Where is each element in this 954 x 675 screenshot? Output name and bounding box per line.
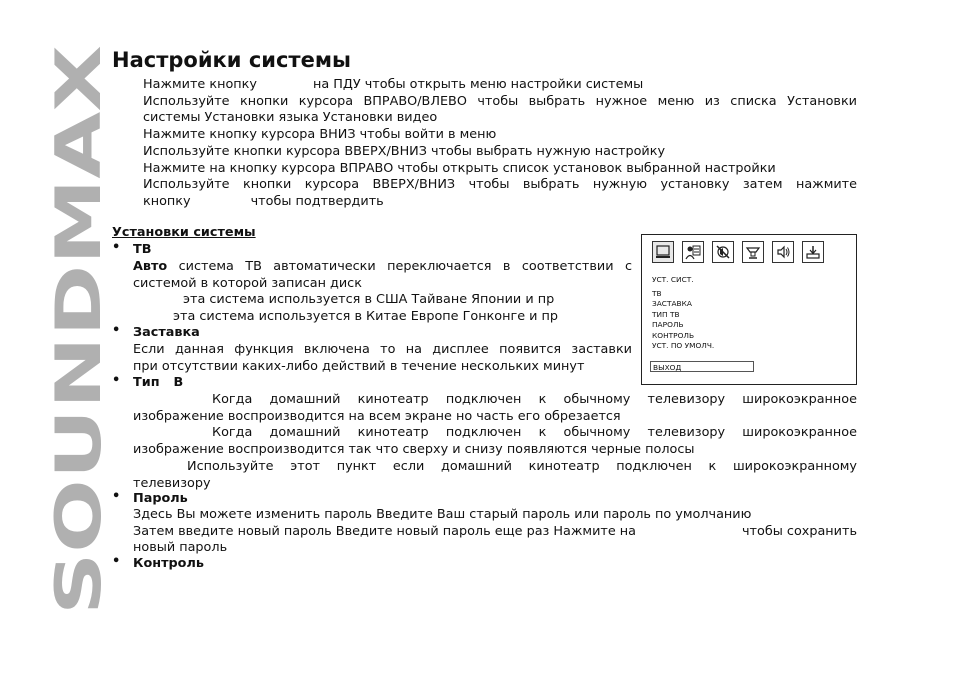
tv-type-line-3: Когда домашний кинотеатр подключен к обычному телевизору широкоэкранное bbox=[212, 425, 857, 441]
intro-line-8: кнопку чтобы подтвердить bbox=[143, 193, 384, 209]
osd-menu-item-tv: ТВ bbox=[652, 288, 662, 298]
intro-line-2: Используйте кнопки курсора ВПРАВО/ВЛЕВО чтобы выбрать нужное меню из списка Установки bbox=[143, 93, 857, 109]
page-title: Настройки системы bbox=[112, 48, 351, 72]
password-line-3: новый пароль bbox=[133, 540, 228, 556]
osd-exit-item: ВЫХОД bbox=[650, 361, 754, 372]
tv-auto-line: Авто система ТВ автоматически переключается в соответствии с bbox=[133, 259, 632, 274]
control-heading: Контроль bbox=[133, 556, 204, 571]
password-line-1: Здесь Вы можете изменить пароль Введите Ваш старый пароль или пароль по умолчанию bbox=[133, 507, 752, 522]
bullet-dot: • bbox=[112, 489, 121, 504]
tv-type-line-5: Используйте этот пункт если домашний кинотеатр подключен к широкоэкранному bbox=[187, 458, 857, 474]
intro-line-4: Нажмите кнопку курсора ВНИЗ чтобы войти в меню bbox=[143, 127, 497, 143]
osd-menu-item-defaults: УСТ. ПО УМОЛЧ. bbox=[652, 341, 715, 350]
intro-line-6: Нажмите на кнопку курсора ВПРАВО чтобы открыть список установок выбранной настройки bbox=[143, 160, 776, 176]
intro-line-7: Используйте кнопки курсора ВВЕРХ/ВНИЗ чтобы выбрать нужную установку затем нажмите bbox=[143, 177, 857, 193]
video-icon bbox=[742, 241, 764, 263]
speaker-icon bbox=[772, 241, 794, 263]
screensaver-line-2: при отсутствии каких-либо действий в течение нескольких минут bbox=[133, 358, 585, 374]
download-icon bbox=[802, 241, 824, 263]
tv-auto-line-2: системой в которой записан диск bbox=[133, 275, 362, 291]
osd-menu-item-password: ПАРОЛЬ bbox=[652, 320, 684, 329]
monitor-icon bbox=[652, 241, 674, 263]
osd-menu-list bbox=[652, 275, 714, 352]
screensaver-line-1: Если данная функция включена то на дисплее появится заставки bbox=[133, 342, 632, 357]
intro-line-5: Используйте кнопки курсора ВВЕРХ/ВНИЗ чтобы выбрать нужную настройку bbox=[143, 143, 666, 159]
screensaver-heading: Заставка bbox=[133, 325, 200, 340]
language-icon bbox=[682, 241, 704, 263]
osd-menu-item-tv-type: ТИП ТВ bbox=[652, 309, 680, 319]
osd-menu-screenshot bbox=[641, 234, 857, 385]
intro-line-1: Нажмите кнопку на ПДУ чтобы открыть меню настройки системы bbox=[143, 77, 644, 92]
section-title: Установки системы bbox=[112, 225, 256, 240]
bullet-dot: • bbox=[112, 323, 121, 338]
password-line-2: Затем введите новый пароль Введите новый пароль еще раз Нажмите на чтобы сохранить bbox=[133, 523, 857, 539]
intro-line-3: системы Установки языка Установки видео bbox=[143, 110, 438, 126]
osd-menu-header: УСТ. СИСТ. bbox=[652, 275, 694, 284]
audio-mute-icon bbox=[712, 241, 734, 263]
tv-type-line-2: изображение воспроизводится на всем экране но часть его обрезается bbox=[133, 408, 621, 424]
tv-type-description bbox=[133, 392, 857, 492]
soundmax-logo bbox=[48, 40, 110, 620]
screensaver-description bbox=[133, 342, 632, 375]
osd-menu-item-screensaver: ЗАСТАВКА bbox=[652, 299, 692, 308]
tv-type-line-4: изображение воспроизводится так что сверху и снизу появляются черные полосы bbox=[133, 442, 695, 458]
password-heading: Пароль bbox=[133, 491, 188, 506]
tv-type-line-6: телевизору bbox=[133, 475, 211, 491]
bullet-dot: • bbox=[112, 373, 121, 388]
bullet-dot: • bbox=[112, 240, 121, 255]
logo-text: SOUNDMAX bbox=[48, 206, 110, 615]
osd-menu-item-control: КОНТРОЛЬ bbox=[652, 330, 695, 340]
tv-ntsc-line: эта система используется в США Тайване Японии и пр bbox=[183, 292, 555, 308]
tv-type-heading: Тип В bbox=[133, 375, 184, 390]
tv-heading: ТВ bbox=[133, 242, 152, 257]
intro-instructions bbox=[143, 77, 857, 211]
bullet-dot: • bbox=[112, 554, 121, 569]
tv-type-line-1: Когда домашний кинотеатр подключен к обычному телевизору широкоэкранное bbox=[212, 392, 857, 407]
tv-pal-line: эта система используется в Китае Европе Гонконге и пр bbox=[173, 309, 559, 325]
tv-description bbox=[133, 259, 632, 326]
password-description bbox=[133, 507, 857, 557]
